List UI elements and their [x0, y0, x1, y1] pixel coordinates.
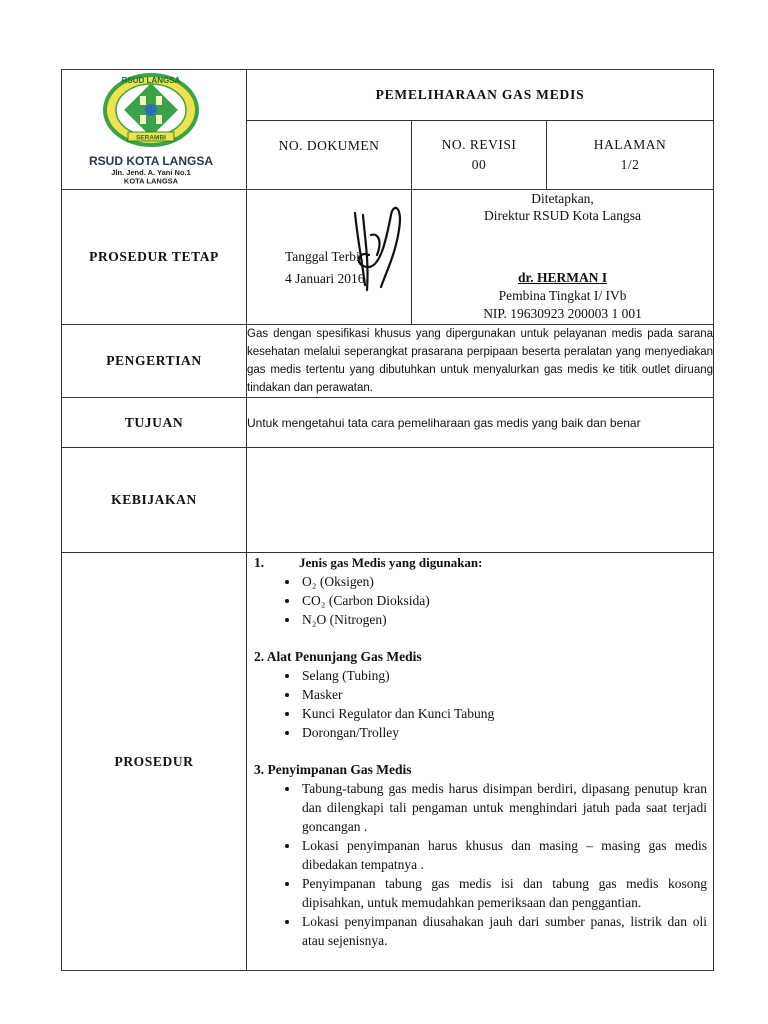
director-signature	[347, 195, 407, 295]
director-approval-cell	[412, 190, 714, 325]
hospital-logo-cell	[62, 70, 247, 190]
no-dokumen-label: NO. DOKUMEN	[278, 137, 380, 153]
tujuan-text: Untuk mengetahui tata cara pemeliharaan gas medis yang baik dan benar	[247, 398, 714, 448]
list-item: • Tabung-tabung gas medis harus disimpan berdiri, dipasang penutup kran dan dilengkapi tali pengaman untuk menghindari jatuh pada saat terjadi goncangan .	[300, 779, 707, 836]
director-nip: NIP. 19630923 200003 1 001	[483, 306, 642, 321]
director-name: dr. HERMAN I	[517, 270, 608, 285]
sop-document	[61, 69, 713, 963]
document-title: PEMELIHARAAN GAS MEDIS	[247, 70, 714, 121]
director-title: Direktur RSUD Kota Langsa	[483, 208, 642, 223]
storage-list	[254, 779, 707, 950]
prosedur-label: PROSEDUR	[62, 553, 247, 971]
list-item: • Masker	[300, 685, 707, 704]
halaman-cell	[547, 120, 714, 189]
ditetapkan-text: Ditetapkan,	[531, 191, 594, 206]
tujuan-label: TUJUAN	[62, 398, 247, 448]
list-item: • O₂ (Oksigen)	[300, 572, 707, 591]
halaman-value: 1/2	[620, 156, 640, 172]
section-1-heading	[254, 553, 707, 572]
sop-table	[61, 69, 714, 971]
logo-address-line-2: KOTA LANGSA	[123, 176, 179, 184]
logo-address-line-1: Jln. Jend. A. Yani No.1	[111, 168, 191, 177]
halaman-label: HALAMAN	[593, 136, 667, 152]
no-revisi-cell	[412, 120, 547, 189]
pengertian-label: PENGERTIAN	[62, 325, 247, 398]
list-item: • Dorongan/Trolley	[300, 723, 707, 742]
director-rank: Pembina Tingkat I/ IVb	[498, 288, 627, 303]
no-dokumen-cell	[247, 120, 412, 189]
logo-banner-text: SERAMBI	[136, 134, 166, 142]
prosedur-tetap-label: PROSEDUR TETAP	[62, 190, 247, 325]
equipment-list	[254, 666, 707, 742]
no-revisi-label: NO. REVISI	[441, 136, 517, 152]
no-revisi-value: 00	[471, 156, 487, 172]
list-item: • Selang (Tubing)	[300, 666, 707, 685]
section-1-title: Jenis gas Medis yang digunakan:	[299, 555, 483, 570]
pengertian-text: Gas dengan spesifikasi khusus yang dipergunakan untuk pelayanan medis pada sarana kesehatan melalui seperangkat prasarana perpipaan beserta peralatan yang menyediakan gas medis tertentu yang dibutuhkan untuk menyalurkan gas medis ke titik outlet diruang tindakan dan perawatan.	[247, 325, 714, 398]
section-3-title: 3. Penyimpanan Gas Medis	[254, 762, 412, 777]
gas-types-list	[254, 572, 707, 629]
section-1-number: 1.	[254, 555, 265, 570]
section-2-title: 2. Alat Penunjang Gas Medis	[254, 649, 422, 664]
list-item: • Kunci Regulator dan Kunci Tabung	[300, 704, 707, 723]
logo-hospital-name: RSUD KOTA LANGSA	[89, 154, 213, 168]
list-item: • Lokasi penyimpanan diusahakan jauh dari sumber panas, listrik dan oli atau sejenisnya.	[300, 912, 707, 950]
logo-ring-text: RSUD LANGSA	[121, 76, 181, 85]
tanggal-terbit-label: Tanggal Terbit	[285, 249, 364, 264]
list-item: • N₂O (Nitrogen)	[300, 610, 707, 629]
list-item: • Lokasi penyimpanan harus khusus dan masing – masing gas medis dibedakan tempatnya .	[300, 836, 707, 874]
prosedur-content	[247, 553, 714, 971]
hospital-logo	[62, 70, 245, 184]
kebijakan-label: KEBIJAKAN	[62, 448, 247, 553]
tanggal-terbit-cell	[247, 190, 412, 325]
list-item: • Penyimpanan tabung gas medis isi dan tabung gas medis kosong dipisahkan, untuk memudahkan pemeriksaan dan penggantian.	[300, 874, 707, 912]
list-item: • CO₂ (Carbon Dioksida)	[300, 591, 707, 610]
kebijakan-content	[247, 448, 714, 553]
tanggal-terbit-value: 4 Januari 2016	[285, 271, 365, 286]
